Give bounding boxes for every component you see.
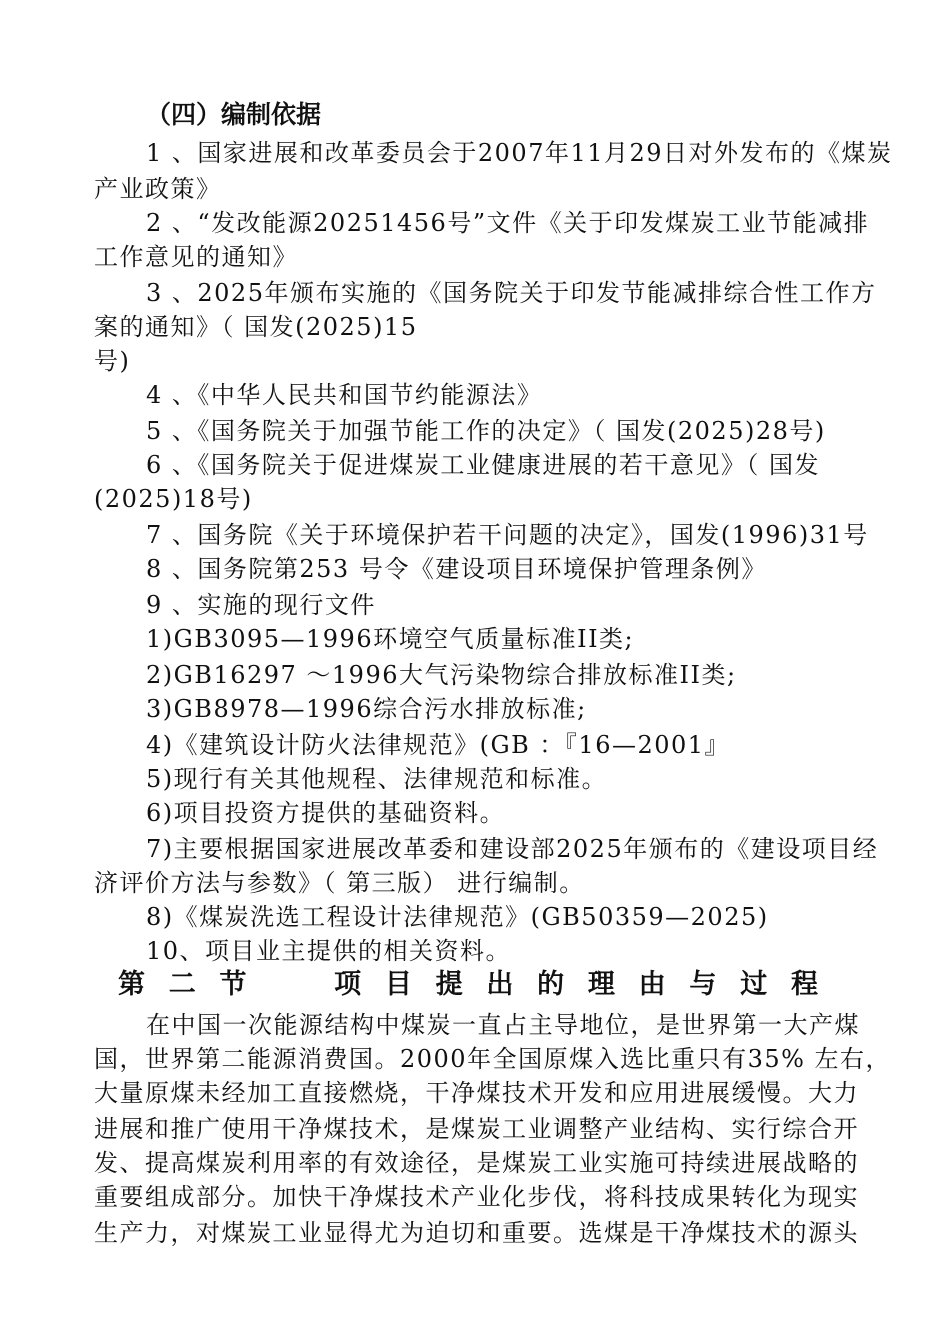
section-title-char: 与 bbox=[689, 969, 717, 1000]
standard-item: 7)主要根据国家进展改革委和建设部2025年颁布的《建设项目经 bbox=[146, 835, 879, 863]
section-title-char: 目 bbox=[384, 969, 412, 1000]
standard-item: 8)《煤炭洗选工程设计法律规范》(GB50359—2025) bbox=[146, 903, 769, 931]
section-title-char: 理 bbox=[587, 969, 615, 1000]
section-title-char: 第 bbox=[118, 969, 145, 1000]
basis-line: 9 、实施的现行文件 bbox=[146, 591, 376, 619]
section-title-char: 节 bbox=[219, 969, 247, 1000]
basis-line: 号) bbox=[94, 347, 131, 375]
body-paragraph-line: 发、提高煤炭利用率的有效途径，是煤炭工业实施可持续进展战略的 bbox=[94, 1149, 859, 1177]
section-title-char: 提 bbox=[435, 969, 463, 1000]
basis-line: 4 、《中华人民共和国节约能源法》 bbox=[146, 381, 543, 409]
basis-line: 案的通知》（ 国发(2025)15 bbox=[94, 313, 418, 341]
body-paragraph-line: 进展和推广使用干净煤技术，是煤炭工业调整产业结构、实行综合开 bbox=[94, 1115, 859, 1143]
body-paragraph-line: 生产力，对煤炭工业显得尤为迫切和重要。选煤是干净煤技术的源头 bbox=[94, 1219, 859, 1247]
standard-item: 2)GB16297 ～1996大气污染物综合排放标准II类; bbox=[146, 661, 737, 689]
section-title-char: 过 bbox=[740, 969, 768, 1000]
body-paragraph-line: 大量原煤未经加工直接燃烧，干净煤技术开发和应用进展缓慢。大力 bbox=[94, 1079, 859, 1107]
basis-line: 2 、“发改能源20251456号”文件《关于印发煤炭工业节能减排 bbox=[146, 209, 870, 237]
section-title-char: 二 bbox=[168, 969, 196, 1000]
basis-line: 产业政策》 bbox=[94, 175, 222, 203]
body-paragraph-line: 重要组成部分。加快干净煤技术产业化步伐，将科技成果转化为现实 bbox=[94, 1183, 859, 1211]
basis-line: (2025)18号) bbox=[94, 485, 253, 513]
section-title-gap bbox=[270, 966, 310, 1004]
section-title-char: 由 bbox=[638, 969, 666, 1000]
basis-line: 工作意见的通知》 bbox=[94, 243, 298, 271]
section-title bbox=[118, 966, 818, 1004]
basis-line: 6 、《国务院关于促进煤炭工业健康进展的若干意见》（ 国发 bbox=[146, 451, 821, 479]
standard-item: 1)GB3095—1996环境空气质量标准II类; bbox=[146, 625, 635, 653]
standard-item: 4)《建筑设计防火法律规范》(GB ：『16—2001』 bbox=[146, 731, 731, 759]
body-paragraph-line: 国，世界第二能源消费国。2000年全国原煤入选比重只有35% 左右， bbox=[94, 1045, 892, 1073]
basis-line: 5 、《国务院关于加强节能工作的决定》（ 国发(2025)28号) bbox=[146, 417, 826, 445]
section-title-char: 的 bbox=[537, 969, 565, 1000]
section-title-char: 程 bbox=[790, 969, 818, 1000]
basis-line: 1 、国家进展和改革委员会于2007年11月29日对外发布的《煤炭 bbox=[146, 139, 893, 167]
basis-line: 8 、国务院第253 号令《建设项目环境保护管理条例》 bbox=[146, 555, 767, 583]
standard-item: 济评价方法与参数》（ 第三版） 进行编制。 bbox=[94, 869, 585, 897]
standard-item: 6)项目投资方提供的基础资料。 bbox=[146, 799, 506, 827]
section-title-char: 出 bbox=[486, 969, 514, 1000]
subsection-heading: （四）编制依据 bbox=[146, 100, 322, 129]
basis-line: 7 、国务院《关于环境保护若干问题的决定》，国发(1996)31号 bbox=[146, 521, 869, 549]
body-paragraph-line: 在中国一次能源结构中煤炭一直占主导地位，是世界第一大产煤 bbox=[146, 1011, 860, 1039]
basis-line: 3 、2025年颁布实施的《国务院关于印发节能减排综合性工作方 bbox=[146, 279, 877, 307]
standard-item: 3)GB8978—1996综合污水排放标准; bbox=[146, 695, 587, 723]
basis-line: 10、项目业主提供的相关资料。 bbox=[146, 937, 512, 965]
standard-item: 5)现行有关其他规程、法律规范和标准。 bbox=[146, 765, 608, 793]
section-title-char: 项 bbox=[334, 969, 362, 1000]
